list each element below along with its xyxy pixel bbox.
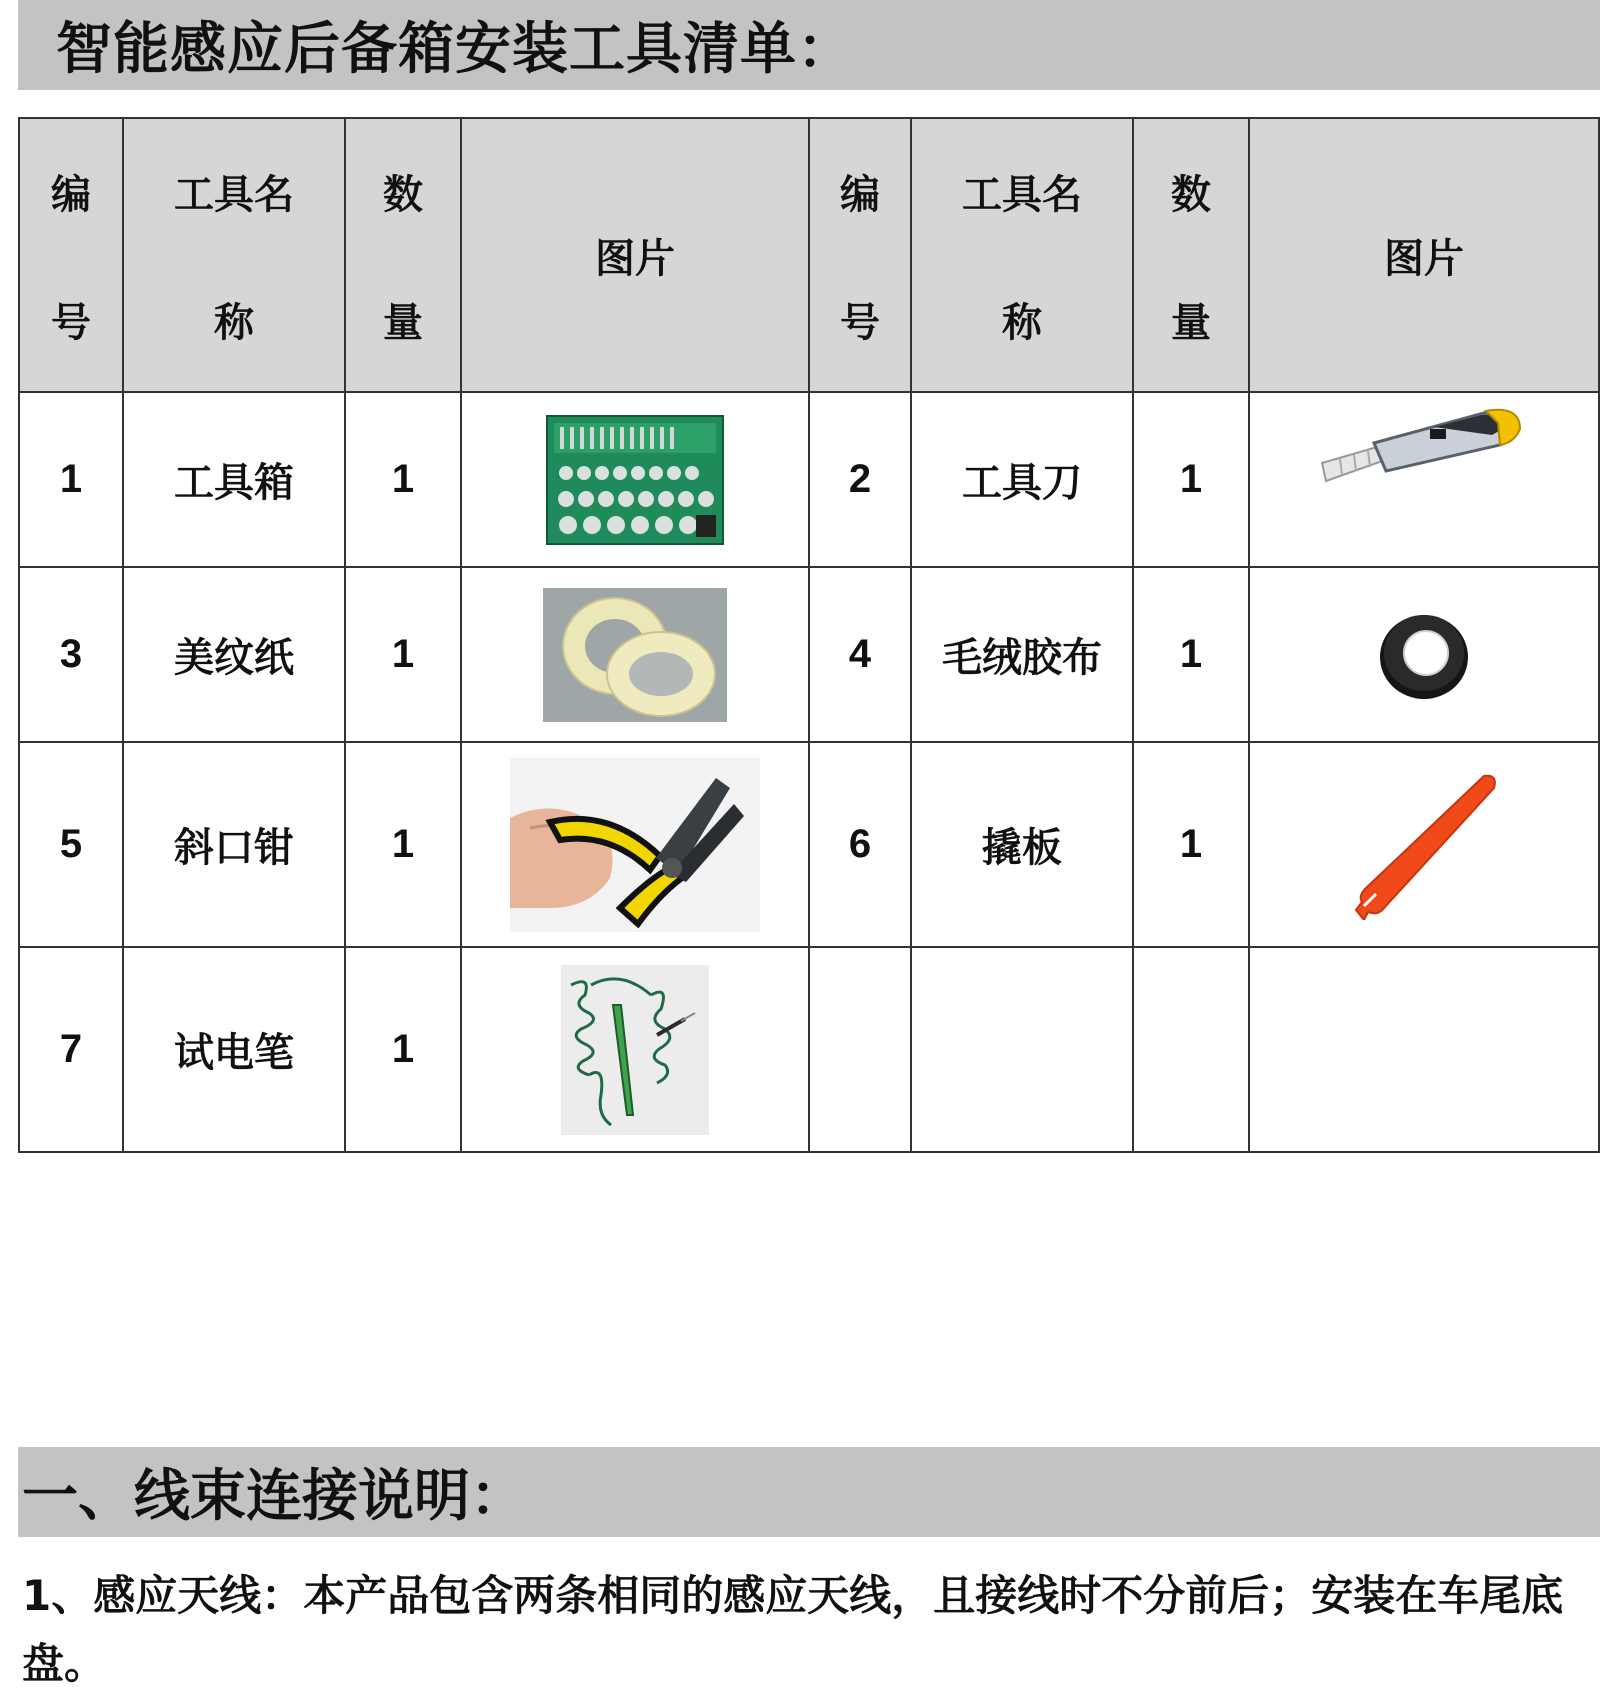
item-name: 撬板 [911,742,1133,947]
item-quantity: 1 [345,742,461,947]
header-quantity: 数 量 [345,118,461,392]
table-row [19,392,1599,567]
header-tool-name: 工具名 称 [123,118,345,392]
item-picture [1249,392,1599,567]
item-quantity [1133,947,1249,1152]
item-name: 美纹纸 [123,567,345,742]
header-tool-name-right: 工具名 称 [911,118,1133,392]
item-quantity: 1 [1133,742,1249,947]
item-number: 1 [19,392,123,567]
pry-tool-image [1344,770,1504,920]
toolbox-image [546,415,724,545]
table-row [19,742,1599,947]
item-quantity: 1 [1133,392,1249,567]
item-number: 3 [19,567,123,742]
item-name: 斜口钳 [123,742,345,947]
tool-list-table [18,117,1600,1153]
header-quantity-right: 数 量 [1133,118,1249,392]
diagonal-pliers-image [510,758,760,932]
table-header-row [19,118,1599,392]
header-picture-right: 图片 [1249,118,1599,392]
header-number-right: 编 号 [809,118,911,392]
item-picture [461,567,809,742]
item-picture [1249,567,1599,742]
item-picture [461,742,809,947]
item-number: 7 [19,947,123,1152]
section-title: 一、线束连接说明： [18,1447,1600,1537]
page-title: 智能感应后备箱安装工具清单： [18,0,1600,90]
item-quantity: 1 [1133,567,1249,742]
item-picture [1249,947,1599,1152]
table-row [19,947,1599,1152]
item-quantity: 1 [345,392,461,567]
instruction-paragraph: 1、感应天线：本产品包含两条相同的感应天线，且接线时不分前后；安装在车尾底盘。 [22,1571,1564,1688]
item-number [809,947,911,1152]
item-name: 工具刀 [911,392,1133,567]
item-name: 工具箱 [123,392,345,567]
item-number: 5 [19,742,123,947]
item-picture [461,392,809,567]
item-name: 毛绒胶布 [911,567,1133,742]
header-number: 编 号 [19,118,123,392]
fleece-tape-image [1376,607,1472,703]
item-picture [1249,742,1599,947]
masking-tape-image [543,588,727,722]
item-quantity: 1 [345,947,461,1152]
item-number: 2 [809,392,911,567]
item-name [911,947,1133,1152]
item-number: 6 [809,742,911,947]
item-number: 4 [809,567,911,742]
header-picture: 图片 [461,118,809,392]
table-row [19,567,1599,742]
test-pen-image [561,965,709,1135]
item-picture [461,947,809,1152]
utility-knife-image [1314,393,1534,493]
item-name: 试电笔 [123,947,345,1152]
item-quantity: 1 [345,567,461,742]
